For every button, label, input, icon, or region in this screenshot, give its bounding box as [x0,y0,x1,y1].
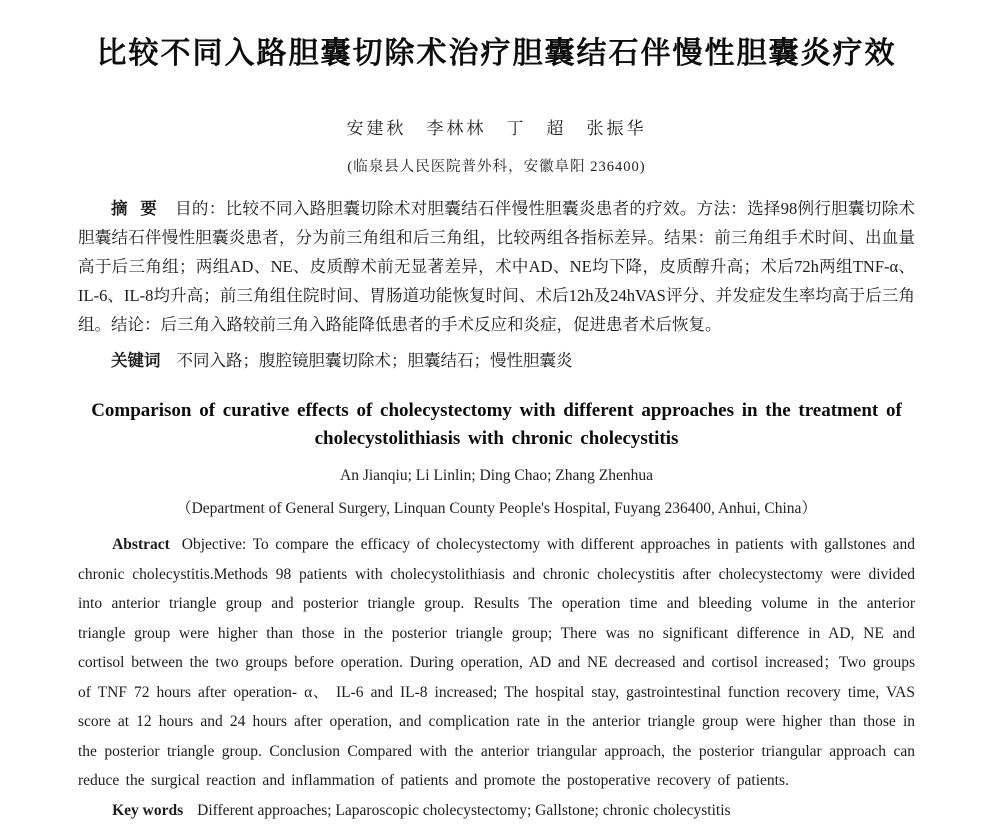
authors-zh: 安建秋 李林林 丁 超 张振华 [346,119,647,138]
keywords-en [78,796,915,826]
affiliation-zh: (临泉县人民医院普外科，安徽阜阳 236400) [347,159,646,175]
abstract-zh-label: 摘 要 [111,199,162,218]
paper-title-zh: 比较不同入路胆囊切除术治疗胆囊结石伴慢性胆囊炎疗效 [96,37,897,70]
abstract-en-text: Objective: To compare the efficacy of cholecystectomy with different approaches in patients with gallstones and chronic cholecystitis.Methods 98 patients with cholecystolithiasis and chronic cholecystitis after cholecystectomy were divided into anterior triangle group and posterior triangle group. Results The operation time and bleeding volume in the anterior triangle group were higher than those in the posterior triangle group; There was no significant difference in AD, NE and cortisol between the two groups before operation. During operation, AD and NE decreased and cortisol increased；Two groups of TNF 72 hours after operation- α、 IL-6 and IL-8 increased; The hospital stay, gastrointestinal function recovery time, VAS score at 12 hours and 24 hours after operation, and complication rate in the anterior triangle group were higher than those in the posterior triangle group. Conclusion Compared with the anterior triangular approach, the posterior triangular approach can reduce the surgical reaction and inflammation of patients and promote the postoperative recovery of patients. [78,536,915,789]
keywords-zh [78,346,915,375]
keywords-en-text: Different approaches; Laparoscopic cholecystectomy; Gallstone; chronic cholecystitis [197,801,731,819]
paper-title-en: Comparison of curative effects of cholecystectomy with different approaches in the treatment of cholecystolithiasis with chronic cholecystitis [91,400,902,449]
abstract-en-label: Abstract [112,536,170,553]
abstract-zh [78,194,915,339]
authors-en: An Jianqiu; Li Linlin; Ding Chao; Zhang Zhenhua [340,467,653,484]
affiliation-en: （Department of General Surgery, Linquan County People's Hospital, Fuyang 236400, Anhui, China） [176,500,817,517]
keywords-zh-label: 关键词 [111,351,161,370]
abstract-en [78,530,915,796]
keywords-zh-text: 不同入路；腹腔镜胆囊切除术；胆囊结石；慢性胆囊炎 [176,351,573,370]
keywords-en-label: Key words [112,801,184,819]
abstract-zh-text: 目的：比较不同入路胆囊切除术对胆囊结石伴慢性胆囊炎患者的疗效。方法：选择98例行胆囊切除术胆囊结石伴慢性胆囊炎患者，分为前三角组和后三角组，比较两组各指标差异。结果：前三角组手术时间、出血量高于后三角组；两组AD、NE、皮质醇术前无显著差异，术中AD、NE均下降，皮质醇升高；术后72h两组TNF-α、IL-6、IL-8均升高；前三角组住院时间、胃肠道功能恢复时间、术后12h及24hVAS评分、并发症发生率均高于后三角组。结论：后三角入路较前三角入路能降低患者的手术反应和炎症，促进患者术后恢复。 [78,199,916,334]
